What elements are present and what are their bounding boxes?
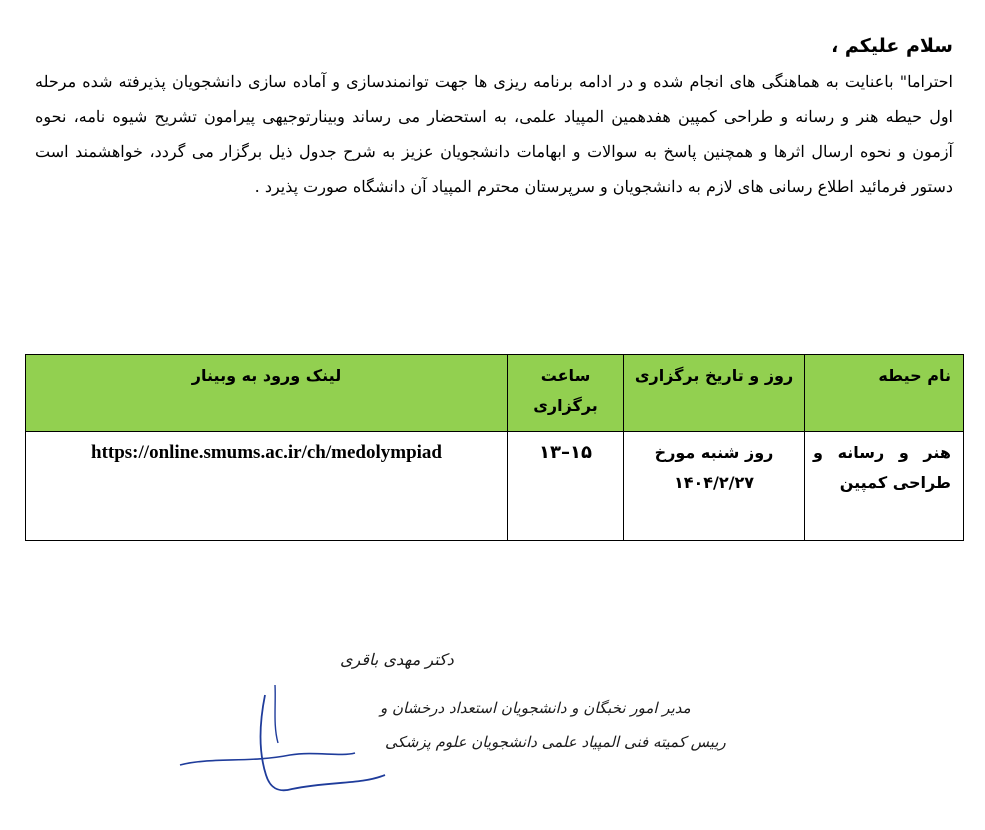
header-time: ساعت برگزاری <box>508 355 624 432</box>
schedule-table <box>25 354 964 541</box>
cell-date: روز شنبه مورخ ۱۴۰۴/۲/۲۷ <box>624 432 805 541</box>
signer-title-1: مدیر امور نخبگان و دانشجویان استعداد درخشان و <box>380 699 691 717</box>
webinar-link[interactable]: https://online.smums.ac.ir/ch/medolympiad <box>26 432 508 541</box>
signature-underline-stroke <box>180 753 355 765</box>
table-header-row <box>26 355 964 432</box>
letter-body: احتراما" باعنایت به هماهنگی های انجام شده و در ادامه برنامه ریزی ها جهت توانمندسازی و آماده سازی دانشجویان پذیرفته شده مرحله اول حیطه هنر و رسانه و طراحی کمپین هفدهمین المپیاد علمی، به استحضار می رساند وبینارتوجیهی پیرامون تشریح شیوه نامه، نحوه آزمون و نحوه ارسال اثرها و همچنین پاسخ به سوالات و ابهامات دانشجویان عزیز به شرح جدول ذیل برگزار می گردد، خواهشمند است دستور فرمائید اطلاع رسانی های لازم به دانشجویان و سرپرستان محترم المپیاد آن دانشگاه صورت پذیرد . <box>35 72 953 196</box>
webinar-table <box>25 354 963 541</box>
header-domain: نام حیطه <box>805 355 964 432</box>
header-link: لینک ورود به وبینار <box>26 355 508 432</box>
letter <box>35 30 953 204</box>
signer-name: دکتر مهدی باقری <box>340 650 454 669</box>
greeting: سلام علیکم ، <box>831 35 953 57</box>
cell-time: ۱۵–۱۳ <box>508 432 624 541</box>
cell-domain: هنر و رسانه و طراحی کمپین <box>805 432 964 541</box>
signature-graphic <box>100 625 726 805</box>
table-row <box>26 432 964 541</box>
signature-scribble-stroke <box>261 695 385 790</box>
signature-block <box>100 625 726 805</box>
header-date: روز و تاریخ برگزاری <box>624 355 805 432</box>
signature-vertical-stroke <box>275 685 278 743</box>
signer-title-2: رییس کمیته فنی المپیاد علمی دانشجویان علوم پزشکی <box>385 733 726 751</box>
